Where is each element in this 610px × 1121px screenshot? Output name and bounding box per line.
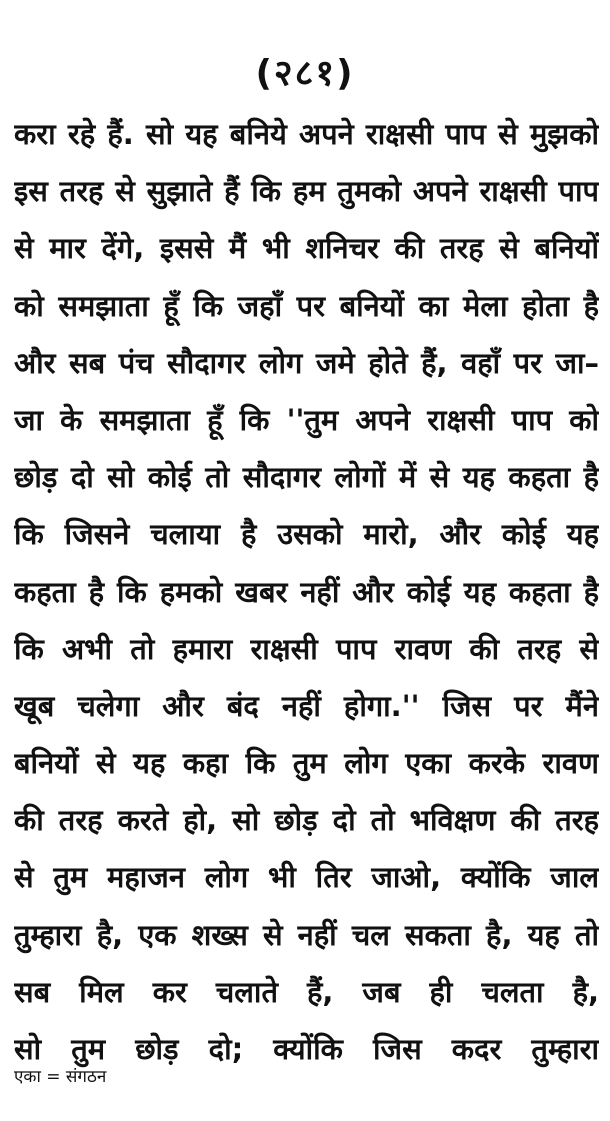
- text-line: कि जिसने चलाया है उसको मारो, और कोई यह: [14, 517, 599, 552]
- text-line: बनियों से यह कहा कि तुम लोग एका करके रावण: [14, 746, 599, 781]
- text-line: और सब पंच सौदागर लोग जमे होते हैं, वहाँ पर जा–: [14, 345, 599, 380]
- text-line: तुम्हारा है, एक शख्स से नहीं चल सकता है, यह तो: [14, 917, 599, 952]
- text-line: करा रहे हैं. सो यह बनिये अपने राक्षसी पाप से मुझको: [14, 117, 599, 151]
- text-line: को समझाता हूँ कि जहाँ पर बनियों का मेला होता है: [14, 288, 599, 323]
- text-line: खूब चलेगा और बंद नहीं होगा.'' जिस पर मैंने: [14, 688, 599, 723]
- text-line: सो तुम छोड़ दो; क्योंकि जिस कदर तुम्हारा: [14, 1032, 599, 1066]
- footnote: एका = संगठन: [14, 1067, 107, 1087]
- body-text: [14, 106, 599, 1078]
- text-line: कहता है कि हमको खबर नहीं और कोई यह कहता है: [14, 574, 599, 609]
- text-line: से तुम महाजन लोग भी तिर जाओ, क्योंकि जाल: [14, 860, 599, 895]
- text-line: से मार देंगे, इससे मैं भी शनिचर की तरह से बनियों: [14, 231, 599, 266]
- page-number: (२८१): [255, 53, 355, 94]
- text-line: सब मिल कर चलाते हैं, जब ही चलता है,: [14, 974, 599, 1009]
- text-line: जा के समझाता हूँ कि ''तुम अपने राक्षसी पाप को: [14, 402, 599, 437]
- text-line: की तरह करते हो, सो छोड़ दो तो भविक्षण की तरह: [14, 803, 599, 838]
- text-line: कि अभी तो हमारा राक्षसी पाप रावण की तरह से: [14, 631, 599, 666]
- text-line: छोड़ दो सो कोई तो सौदागर लोगों में से यह कहता है: [14, 460, 599, 495]
- text-line: इस तरह से सुझाते हैं कि हम तुमको अपने राक्षसी पाप: [14, 174, 599, 209]
